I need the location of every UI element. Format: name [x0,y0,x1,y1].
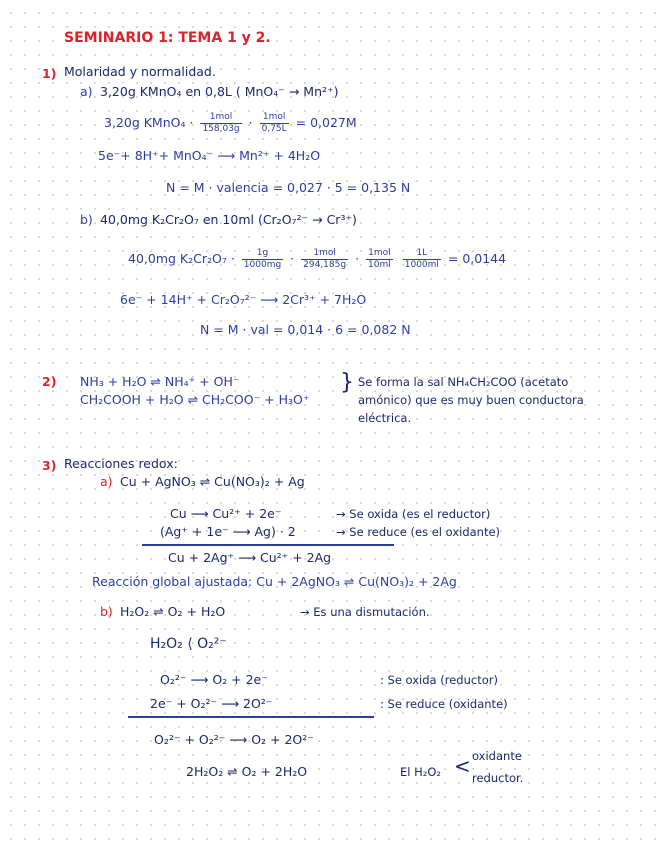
s3-b-sum: O₂²⁻ + O₂²⁻ ⟶ O₂ + 2O²⁻ [154,732,314,747]
section-3-number: 3) [42,458,57,473]
s3-b-final-note: El H₂O₂ [400,765,442,779]
s3-b-role-bracket: < [454,754,471,778]
s1-a-fraction-1: $\frac{\text{1mol}}{158,03g}$ [202,112,240,134]
s1-b-half-equation: 6e⁻ + 14H⁺ + Cr₂O₇²⁻ ⟶ 2Cr³⁺ + 7H₂O [120,292,367,307]
s1-b-result: = 0,0144 [447,251,507,266]
s1-b-fraction-1: $\frac{1g}{1000mg}$ [243,248,282,270]
s3-a-global-reaction: Reacción global ajustada: Cu + 2AgNO₃ ⇌ Cu(NO₃)₂ + 2Ag [92,574,457,589]
s1-b-statement: 40,0mg K₂Cr₂O₇ en 10ml (Cr₂O₇²⁻ → Cr³⁺) [100,212,357,227]
s1-a-statement: 3,20g KMnO₄ en 0,8L ( MnO₄⁻ → Mn²⁺) [100,84,339,99]
s1-b-label: b) [80,212,93,227]
page-title: SEMINARIO 1: TEMA 1 y 2. [64,30,271,46]
s3-a-half-2-note: → Se reduce (es el oxidante) [336,525,501,539]
s2-note-line-2: amónico) que es muy buen conductora [358,393,584,407]
s3-b-final-equation: 2H₂O₂ ⇌ O₂ + 2H₂O [186,764,308,779]
s3-a-half-1: Cu ⟶ Cu²⁺ + 2e⁻ [170,506,282,521]
s1-b-calculation: 40,0mg K₂Cr₂O₇ · $\frac{1g}{1000mg}$ · $\frac{\text{1mol}}{294,185g}$ · $\frac{\text{1mol}}{10ml}$ $\frac{1L}{1000ml}$ = 0,0144 [128,248,507,270]
s3-b-half-2-note: : Se reduce (oxidante) [380,697,508,711]
s2-equation-2: CH₂COOH + H₂O ⇌ CH₂COO⁻ + H₃O⁺ [80,392,310,407]
s1-a-result: = 0,027M [295,115,357,130]
s1-a-calculation: 3,20g KMnO₄ · $\frac{\text{1mol}}{158,03g}$ · $\frac{\text{1mol}}{0,75L}$ = 0,027M [104,112,357,134]
section-3-heading: Reacciones redox: [64,456,178,471]
s3-b-half-2: 2e⁻ + O₂²⁻ ⟶ 2O²⁻ [150,696,273,711]
s2-note-line-3: eléctrica. [358,411,412,425]
s3-a-sum: Cu + 2Ag⁺ ⟶ Cu²⁺ + 2Ag [168,550,332,565]
s3-a-half-2: (Ag⁺ + 1e⁻ ⟶ Ag) · 2 [160,524,296,539]
s2-equation-1: NH₃ + H₂O ⇌ NH₄⁺ + OH⁻ [80,374,240,389]
s3-a-sum-rule [142,544,394,546]
s1-b-fraction-3: $\frac{\text{1mol}}{10ml}$ [368,248,391,270]
s1-b-fraction-2: $\frac{\text{1mol}}{294,185g}$ [303,248,347,270]
s1-a-label: a) [80,84,93,99]
s3-b-role-reductor: reductor. [472,771,524,785]
s3-a-label: a) [100,474,113,489]
s1-b-fraction-4: $\frac{1L}{1000ml}$ [404,248,439,270]
s1-b-normality: N = M · val = 0,014 · 6 = 0,082 N [200,322,411,337]
s1-b-calc-start: 40,0mg K₂Cr₂O₇ · [128,251,235,266]
s3-b-label: b) [100,604,113,619]
s1-a-half-equation: 5e⁻+ 8H⁺+ MnO₄⁻ ⟶ Mn²⁺ + 4H₂O [98,148,321,163]
s1-a-normality: N = M · valencia = 0,027 · 5 = 0,135 N [166,180,411,195]
section-1-number: 1) [42,66,57,81]
s3-b-equation: H₂O₂ ⇌ O₂ + H₂O [120,604,226,619]
s1-a-fraction-2: $\frac{\text{1mol}}{0,75L}$ [261,112,287,134]
section-1-heading: Molaridad y normalidad. [64,64,216,79]
s1-a-calc-start: 3,20g KMnO₄ · [104,115,194,130]
s3-b-sum-rule [128,716,374,718]
s2-brace: } [340,370,354,395]
section-2-number: 2) [42,374,57,389]
s3-a-half-1-note: → Se oxida (es el reductor) [336,507,491,521]
s3-a-equation: Cu + AgNO₃ ⇌ Cu(NO₃)₂ + Ag [120,474,305,489]
s3-b-role-oxidant: oxidante [472,749,522,763]
s3-b-half-1: O₂²⁻ ⟶ O₂ + 2e⁻ [160,672,268,687]
s3-b-split: H₂O₂ ⟨ O₂²⁻ [150,636,227,652]
s2-note-line-1: Se forma la sal NH₄CH₂COO (acetato [358,375,569,389]
s3-b-half-1-note: : Se oxida (reductor) [380,673,498,687]
s3-b-equation-note: → Es una dismutación. [300,605,430,619]
